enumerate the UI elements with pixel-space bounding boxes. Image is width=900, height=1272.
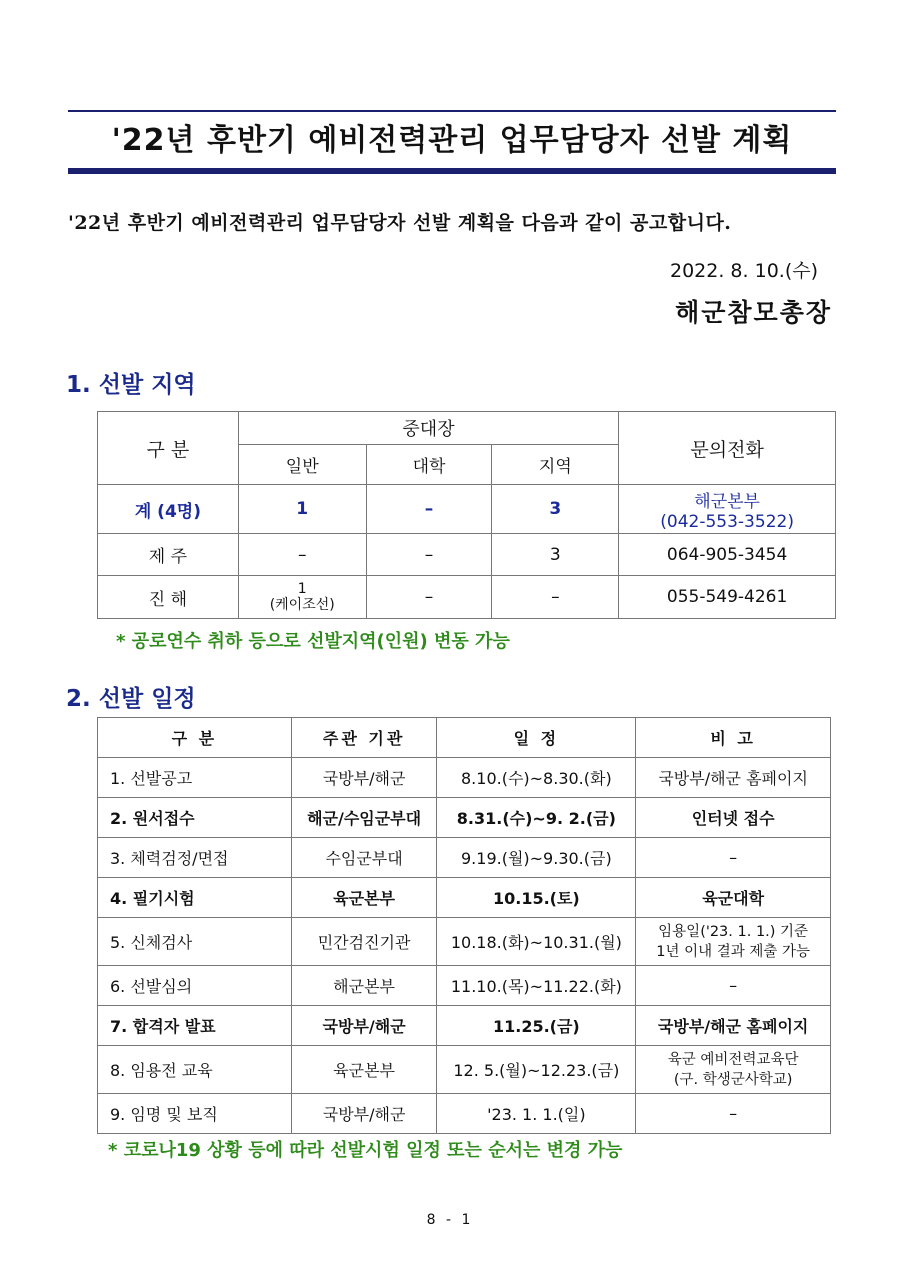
intro-text: '22년 후반기 예비전력관리 업무담당자 선발 계획을 다음과 같이 공고합니다. [68, 212, 732, 234]
cell-category: 6. 선발심의 [98, 966, 292, 1006]
cell-category: 7. 합격자 발표 [98, 1006, 292, 1046]
cell-contact [619, 485, 836, 534]
cell-agency: 국방부/해군 [291, 1094, 437, 1134]
table-row [98, 485, 836, 534]
remarks-line2: (구. 학생군사학교) [673, 1071, 793, 1088]
cell-remarks: 국방부/해군 홈페이지 [636, 1006, 831, 1046]
table-row [98, 838, 831, 878]
header-category: 구 분 [98, 718, 292, 758]
cell-schedule: 8.10.(수)~8.30.(화) [437, 758, 636, 798]
cell-schedule: 9.19.(월)~9.30.(금) [437, 838, 636, 878]
cell-category: 8. 임용전 교육 [98, 1046, 292, 1094]
cell-general [238, 576, 366, 619]
cell-category: 2. 원서접수 [98, 798, 292, 838]
cell-university: – [366, 576, 492, 619]
cell-schedule: '23. 1. 1.(일) [437, 1094, 636, 1134]
remarks-line2: 1년 이내 결과 제출 가능 [656, 943, 810, 960]
cell-agency: 국방부/해군 [291, 1006, 437, 1046]
cell-remarks: – [636, 838, 831, 878]
cell-category: 계 (4명) [98, 485, 239, 534]
table-header-row [98, 718, 831, 758]
header-category: 구 분 [98, 412, 239, 485]
cell-general: – [238, 534, 366, 576]
table-row [98, 534, 836, 576]
cell-category: 4. 필기시험 [98, 878, 292, 918]
cell-schedule: 12. 5.(월)~12.23.(금) [437, 1046, 636, 1094]
table-row [98, 1046, 831, 1094]
cell-university: – [366, 485, 492, 534]
cell-category: 1. 선발공고 [98, 758, 292, 798]
header-region: 지역 [492, 445, 619, 485]
table-row [98, 798, 831, 838]
header-general: 일반 [238, 445, 366, 485]
cell-agency: 육군본부 [291, 878, 437, 918]
cell-remarks: – [636, 966, 831, 1006]
header-university: 대학 [366, 445, 492, 485]
section1-heading: 1. 선발 지역 [66, 372, 196, 398]
section2-heading: 2. 선발 일정 [66, 686, 196, 712]
issuer: 해군참모총장 [675, 298, 832, 327]
cell-remarks: 육군대학 [636, 878, 831, 918]
cell-remarks [636, 918, 831, 966]
cell-category: 3. 체력검정/면접 [98, 838, 292, 878]
cell-remarks: 인터넷 접수 [636, 798, 831, 838]
table-row [98, 576, 836, 619]
table-row [98, 878, 831, 918]
cell-agency: 해군본부 [291, 966, 437, 1006]
cell-region: 3 [492, 534, 619, 576]
cell-agency: 육군본부 [291, 1046, 437, 1094]
cell-region: – [492, 576, 619, 619]
table-row [98, 918, 831, 966]
cell-agency: 민간검진기관 [291, 918, 437, 966]
section1-note: * 공로연수 취하 등으로 선발지역(인원) 변동 가능 [116, 631, 510, 652]
cell-schedule: 10.15.(토) [437, 878, 636, 918]
schedule-table [97, 717, 831, 1134]
cell-schedule: 10.18.(화)~10.31.(월) [437, 918, 636, 966]
announcement-date: 2022. 8. 10.(수) [670, 260, 818, 282]
header-remarks: 비 고 [636, 718, 831, 758]
cell-remarks: – [636, 1094, 831, 1134]
cell-university: – [366, 534, 492, 576]
title-rule-bottom [68, 168, 836, 174]
cell-schedule: 11.25.(금) [437, 1006, 636, 1046]
cell-category: 제 주 [98, 534, 239, 576]
table-row [98, 1094, 831, 1134]
cell-agency: 국방부/해군 [291, 758, 437, 798]
cell-general: 1 [238, 485, 366, 534]
cell-schedule: 8.31.(수)~9. 2.(금) [437, 798, 636, 838]
page-number: 8 - 1 [426, 1212, 474, 1228]
header-schedule: 일 정 [437, 718, 636, 758]
remarks-line1: 임용일('23. 1. 1.) 기준 [658, 923, 809, 940]
cell-agency: 해군/수임군부대 [291, 798, 437, 838]
cell-schedule: 11.10.(목)~11.22.(화) [437, 966, 636, 1006]
region-table [97, 411, 836, 619]
header-agency: 주관 기관 [291, 718, 437, 758]
cell-remarks: 국방부/해군 홈페이지 [636, 758, 831, 798]
section2-note: * 코로나19 상황 등에 따라 선발시험 일정 또는 순서는 변경 가능 [108, 1140, 623, 1161]
table-row [98, 1006, 831, 1046]
title-rule-top [68, 110, 836, 112]
contact-name: 해군본부 [694, 491, 760, 512]
contact-phone: (042-553-3522) [660, 511, 794, 532]
general-note: (케이조선) [269, 597, 335, 613]
general-count: 1 [297, 581, 307, 597]
cell-agency: 수임군부대 [291, 838, 437, 878]
header-group: 중대장 [238, 412, 618, 445]
remarks-line1: 육군 예비전력교육단 [667, 1051, 799, 1068]
cell-category: 9. 임명 및 보직 [98, 1094, 292, 1134]
header-contact: 문의전화 [619, 412, 836, 485]
cell-contact: 055-549-4261 [619, 576, 836, 619]
cell-contact: 064-905-3454 [619, 534, 836, 576]
page-title: '22년 후반기 예비전력관리 업무담당자 선발 계획 [111, 123, 793, 158]
cell-category: 5. 신체검사 [98, 918, 292, 966]
cell-remarks [636, 1046, 831, 1094]
cell-category: 진 해 [98, 576, 239, 619]
cell-region: 3 [492, 485, 619, 534]
table-row [98, 758, 831, 798]
table-row [98, 966, 831, 1006]
